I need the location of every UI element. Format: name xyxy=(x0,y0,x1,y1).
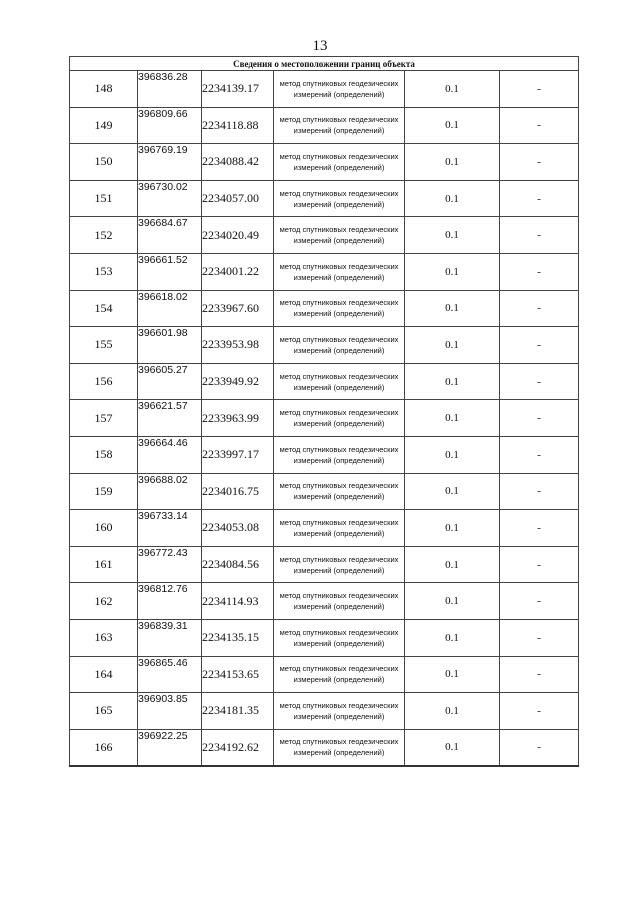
y-coordinate-cell: 2234053.08 xyxy=(202,510,274,547)
method-cell: метод спутниковых геодезических измерений (определений) xyxy=(274,510,405,547)
x-coordinate-cell: 396621.57 xyxy=(138,400,202,437)
y-coordinate-cell: 2234135.15 xyxy=(202,619,274,656)
point-number-cell: 150 xyxy=(70,144,138,181)
table-row xyxy=(70,693,579,730)
point-number-cell: 159 xyxy=(70,473,138,510)
x-coordinate-cell: 396688.02 xyxy=(138,473,202,510)
y-coordinate-cell: 2233963.99 xyxy=(202,400,274,437)
y-coordinate-cell: 2233953.98 xyxy=(202,327,274,364)
description-cell: - xyxy=(500,510,579,547)
x-coordinate-cell: 396664.46 xyxy=(138,436,202,473)
point-number-cell: 158 xyxy=(70,436,138,473)
table-body xyxy=(70,71,579,767)
accuracy-cell: 0.1 xyxy=(405,729,500,766)
method-cell: метод спутниковых геодезических измерений (определений) xyxy=(274,290,405,327)
description-cell: - xyxy=(500,619,579,656)
accuracy-cell: 0.1 xyxy=(405,583,500,620)
table-row xyxy=(70,144,579,181)
accuracy-cell: 0.1 xyxy=(405,107,500,144)
description-cell: - xyxy=(500,290,579,327)
x-coordinate-cell: 396812.76 xyxy=(138,583,202,620)
method-cell: метод спутниковых геодезических измерений (определений) xyxy=(274,729,405,766)
table-row xyxy=(70,180,579,217)
y-coordinate-cell: 2234001.22 xyxy=(202,253,274,290)
accuracy-cell: 0.1 xyxy=(405,693,500,730)
x-coordinate-cell: 396836.28 xyxy=(138,71,202,108)
accuracy-cell: 0.1 xyxy=(405,400,500,437)
method-cell: метод спутниковых геодезических измерений (определений) xyxy=(274,107,405,144)
point-number-cell: 164 xyxy=(70,656,138,693)
table-row xyxy=(70,473,579,510)
accuracy-cell: 0.1 xyxy=(405,327,500,364)
table-row xyxy=(70,400,579,437)
description-cell: - xyxy=(500,71,579,108)
table-row xyxy=(70,656,579,693)
x-coordinate-cell: 396809.66 xyxy=(138,107,202,144)
table-title: Сведения о местоположении границ объекта xyxy=(70,57,579,71)
y-coordinate-cell: 2234181.35 xyxy=(202,693,274,730)
point-number-cell: 155 xyxy=(70,327,138,364)
y-coordinate-cell: 2234118.88 xyxy=(202,107,274,144)
accuracy-cell: 0.1 xyxy=(405,473,500,510)
y-coordinate-cell: 2233997.17 xyxy=(202,436,274,473)
method-cell: метод спутниковых геодезических измерений (определений) xyxy=(274,253,405,290)
point-number-cell: 154 xyxy=(70,290,138,327)
description-cell: - xyxy=(500,144,579,181)
method-cell: метод спутниковых геодезических измерений (определений) xyxy=(274,363,405,400)
point-number-cell: 153 xyxy=(70,253,138,290)
accuracy-cell: 0.1 xyxy=(405,363,500,400)
accuracy-cell: 0.1 xyxy=(405,180,500,217)
table-row xyxy=(70,510,579,547)
x-coordinate-cell: 396733.14 xyxy=(138,510,202,547)
x-coordinate-cell: 396769.19 xyxy=(138,144,202,181)
accuracy-cell: 0.1 xyxy=(405,290,500,327)
method-cell: метод спутниковых геодезических измерений (определений) xyxy=(274,180,405,217)
accuracy-cell: 0.1 xyxy=(405,546,500,583)
method-cell: метод спутниковых геодезических измерений (определений) xyxy=(274,546,405,583)
point-number-cell: 156 xyxy=(70,363,138,400)
y-coordinate-cell: 2234153.65 xyxy=(202,656,274,693)
y-coordinate-cell: 2234057.00 xyxy=(202,180,274,217)
y-coordinate-cell: 2233967.60 xyxy=(202,290,274,327)
point-number-cell: 165 xyxy=(70,693,138,730)
accuracy-cell: 0.1 xyxy=(405,619,500,656)
y-coordinate-cell: 2234088.42 xyxy=(202,144,274,181)
table-row xyxy=(70,436,579,473)
accuracy-cell: 0.1 xyxy=(405,656,500,693)
point-number-cell: 151 xyxy=(70,180,138,217)
point-number-cell: 152 xyxy=(70,217,138,254)
y-coordinate-cell: 2234114.93 xyxy=(202,583,274,620)
x-coordinate-cell: 396661.52 xyxy=(138,253,202,290)
point-number-cell: 166 xyxy=(70,729,138,766)
point-number-cell: 160 xyxy=(70,510,138,547)
table-row xyxy=(70,253,579,290)
description-cell: - xyxy=(500,253,579,290)
point-number-cell: 161 xyxy=(70,546,138,583)
method-cell: метод спутниковых геодезических измерений (определений) xyxy=(274,693,405,730)
method-cell: метод спутниковых геодезических измерений (определений) xyxy=(274,619,405,656)
accuracy-cell: 0.1 xyxy=(405,71,500,108)
method-cell: метод спутниковых геодезических измерений (определений) xyxy=(274,71,405,108)
x-coordinate-cell: 396865.46 xyxy=(138,656,202,693)
method-cell: метод спутниковых геодезических измерений (определений) xyxy=(274,583,405,620)
method-cell: метод спутниковых геодезических измерений (определений) xyxy=(274,144,405,181)
x-coordinate-cell: 396684.67 xyxy=(138,217,202,254)
x-coordinate-cell: 396618.02 xyxy=(138,290,202,327)
accuracy-cell: 0.1 xyxy=(405,217,500,254)
description-cell: - xyxy=(500,656,579,693)
y-coordinate-cell: 2234139.17 xyxy=(202,71,274,108)
accuracy-cell: 0.1 xyxy=(405,436,500,473)
point-number-cell: 149 xyxy=(70,107,138,144)
method-cell: метод спутниковых геодезических измерений (определений) xyxy=(274,473,405,510)
table-row xyxy=(70,729,579,766)
table-row xyxy=(70,583,579,620)
description-cell: - xyxy=(500,693,579,730)
point-number-cell: 163 xyxy=(70,619,138,656)
method-cell: метод спутниковых геодезических измерений (определений) xyxy=(274,656,405,693)
description-cell: - xyxy=(500,400,579,437)
method-cell: метод спутниковых геодезических измерений (определений) xyxy=(274,217,405,254)
method-cell: метод спутниковых геодезических измерений (определений) xyxy=(274,436,405,473)
description-cell: - xyxy=(500,583,579,620)
x-coordinate-cell: 396772.43 xyxy=(138,546,202,583)
y-coordinate-cell: 2234016.75 xyxy=(202,473,274,510)
x-coordinate-cell: 396922.25 xyxy=(138,729,202,766)
table-row xyxy=(70,327,579,364)
y-coordinate-cell: 2233949.92 xyxy=(202,363,274,400)
x-coordinate-cell: 396903.85 xyxy=(138,693,202,730)
description-cell: - xyxy=(500,546,579,583)
table-row xyxy=(70,363,579,400)
x-coordinate-cell: 396605.27 xyxy=(138,363,202,400)
description-cell: - xyxy=(500,473,579,510)
y-coordinate-cell: 2234084.56 xyxy=(202,546,274,583)
table-row xyxy=(70,619,579,656)
point-number-cell: 162 xyxy=(70,583,138,620)
description-cell: - xyxy=(500,327,579,364)
y-coordinate-cell: 2234192.62 xyxy=(202,729,274,766)
description-cell: - xyxy=(500,363,579,400)
accuracy-cell: 0.1 xyxy=(405,510,500,547)
table-row xyxy=(70,71,579,108)
x-coordinate-cell: 396730.02 xyxy=(138,180,202,217)
description-cell: - xyxy=(500,180,579,217)
table-row xyxy=(70,217,579,254)
description-cell: - xyxy=(500,729,579,766)
boundary-coordinates-table xyxy=(69,56,579,767)
y-coordinate-cell: 2234020.49 xyxy=(202,217,274,254)
table-row xyxy=(70,107,579,144)
x-coordinate-cell: 396601.98 xyxy=(138,327,202,364)
table-header-row xyxy=(70,57,579,71)
description-cell: - xyxy=(500,217,579,254)
table-row xyxy=(70,546,579,583)
accuracy-cell: 0.1 xyxy=(405,144,500,181)
page-number: 13 xyxy=(312,38,328,54)
method-cell: метод спутниковых геодезических измерений (определений) xyxy=(274,327,405,364)
point-number-cell: 148 xyxy=(70,71,138,108)
description-cell: - xyxy=(500,436,579,473)
description-cell: - xyxy=(500,107,579,144)
method-cell: метод спутниковых геодезических измерений (определений) xyxy=(274,400,405,437)
table-row xyxy=(70,290,579,327)
point-number-cell: 157 xyxy=(70,400,138,437)
x-coordinate-cell: 396839.31 xyxy=(138,619,202,656)
accuracy-cell: 0.1 xyxy=(405,253,500,290)
